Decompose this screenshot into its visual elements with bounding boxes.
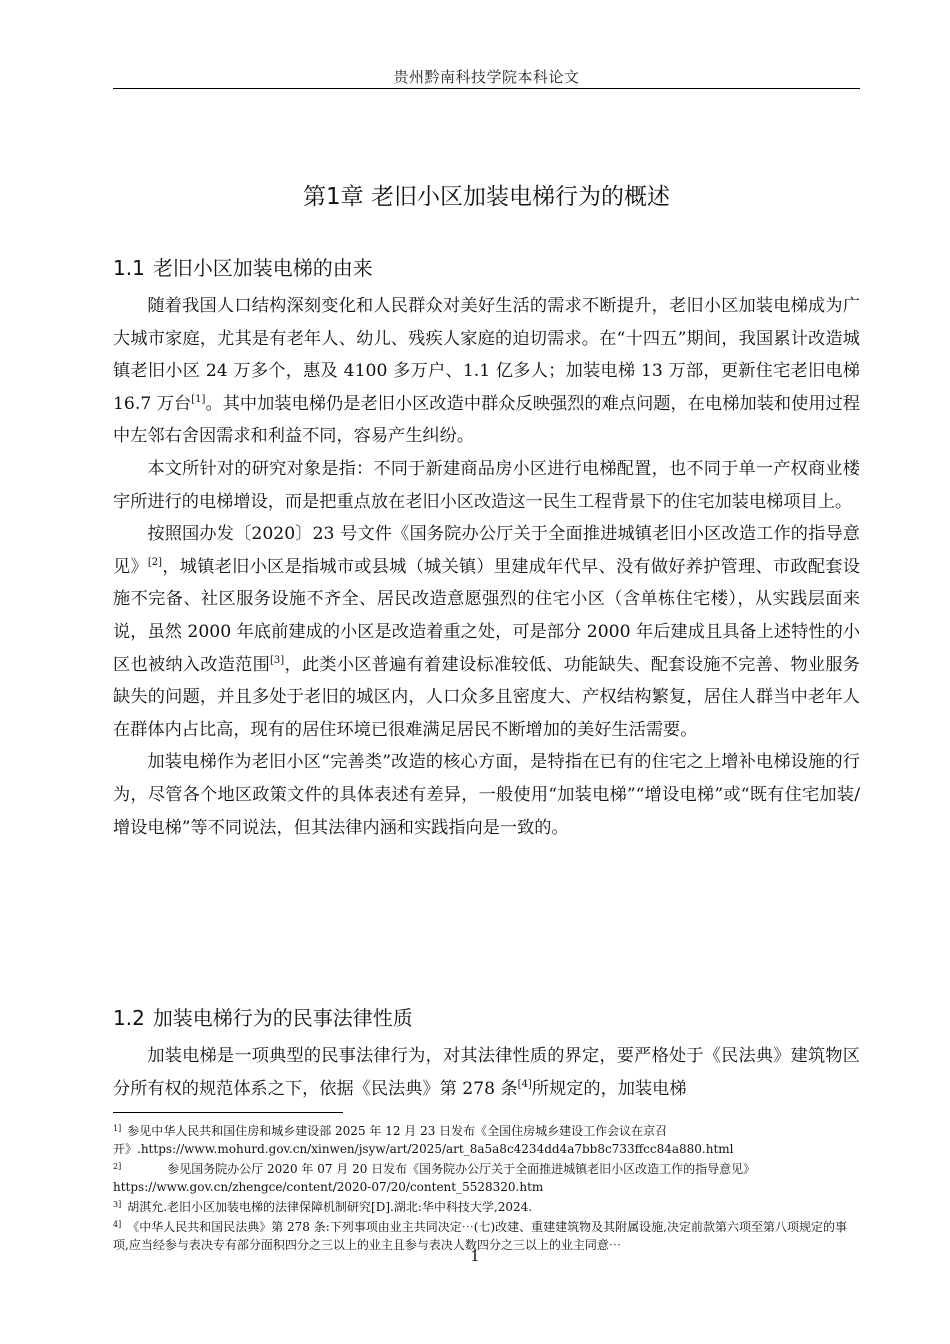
footnote-marker: 1]	[113, 1124, 122, 1133]
text-run: 。其中加装电梯仍是老旧小区改造中群众反映强烈的难点问题，在电梯加装和使用过程中左邻右舍因需求和利益不同，容易产生纠纷。	[113, 393, 860, 447]
section-title: 老旧小区加装电梯的由来	[152, 256, 373, 280]
footnotes	[113, 1120, 860, 1254]
text-run: 随着我国人口结构深刻变化和人民群众对美好生活的需求不断提升，老旧小区加装电梯成为广大城市家庭，尤其是有老年人、幼儿、残疾人家庭的迫切需求。在“十四五”期间，我国累计改造城镇老旧小区 24 万多个，惠及 4100 多万户、1.1 亿多人；加装电梯 13 万部，更新住宅老旧电梯 16.7 万台	[113, 296, 860, 414]
citation-ref[interactable]: [4]	[517, 1078, 532, 1090]
page-number: 1	[470, 1247, 480, 1265]
text-run: 加装电梯是一项典型的民事法律行为，对其法律性质的界定，要严格处于《民法典》建筑物区分所有权的规范体系之下，依据《民法典》第 278 条	[113, 1046, 860, 1099]
paragraph	[113, 518, 860, 746]
section-title: 加装电梯行为的民事法律性质	[152, 1006, 413, 1030]
footnote-text: 《中华人民共和国民法典》第 278 条:下列事项由业主共同决定⋯(七)改建、重建建筑物及其附属设施,决定前款第六项至第八项规定的事项,应当经参与表决专有部分面积四分之三以上的业主且参与表决人数四分之三以上的业主同意⋯	[113, 1220, 847, 1252]
paragraph	[113, 290, 860, 453]
section-heading-1-1	[113, 252, 373, 281]
text-run: 按照国办发〔2020〕23 号文件《国务院办公厅关于全面推进城镇老旧小区改造工作的指导意见》	[113, 524, 860, 577]
text-run: ，城镇老旧小区是指城市或县城（城关镇）里建成年代早、没有做好养护管理、市政配套设施不完备、社区服务设施不齐全、居民改造意愿强烈的住宅小区（含单栋住宅楼），从实践层面来说，虽然 2000 年底前建成的小区是改造着重之处，可是部分 2000 年后建成且具备上述特性的小区也被纳入改造范围	[113, 556, 860, 675]
text-run: 所规定的，加装电梯	[531, 1078, 687, 1099]
section-1-2-body	[113, 1040, 860, 1105]
footnote-marker: 4]	[113, 1220, 122, 1229]
footnote	[113, 1158, 860, 1196]
footnote-text: 参见国务院办公厅 2020 年 07 月 20 日发布《国务院办公厅关于全面推进城镇老旧小区改造工作的指导意见》https://www.gov.cn/zhengce/content/2020-07/20/content_5528320.htm	[113, 1162, 756, 1194]
footnote-text: 参见中华人民共和国住房和城乡建设部 2025 年 12 月 23 日发布《全国住房城乡建设工作会议在京召开》.https://www.mohurd.gov.cn/xinwen/jsyw/art/2025/art_8a5a8c4234dd4a7bb8c733ffcc84a880.html	[113, 1124, 734, 1156]
footnote	[113, 1196, 860, 1216]
paragraph	[113, 1040, 860, 1105]
page-header: 贵州黔南科技学院本科论文	[393, 68, 580, 86]
section-number: 1.2	[113, 1006, 145, 1030]
header-rule	[113, 88, 860, 89]
text-run: ，此类小区普遍有着建设标准较低、功能缺失、配套设施不完善、物业服务缺失的问题，并且多处于老旧的城区内，人口众多且密度大、产权结构繁复，居住人群当中老年人在群体内占比高，现有的居住环境已很难满足居民不断增加的美好生活需要。	[113, 654, 860, 740]
footnote-rule	[113, 1112, 343, 1113]
citation-ref[interactable]: [3]	[270, 654, 285, 666]
paragraph: 加装电梯作为老旧小区“完善类”改造的核心方面，是特指在已有的住宅之上增补电梯设施的行为，尽管各个地区政策文件的具体表述有差异，一般使用“加装电梯”“增设电梯”或“既有住宅加装/增设电梯”等不同说法，但其法律内涵和实践指向是一致的。	[113, 752, 860, 838]
section-1-1-body	[113, 290, 860, 844]
footnote-marker: 3]	[113, 1200, 122, 1209]
footnote	[113, 1120, 860, 1158]
footnote-marker: 2]	[113, 1162, 122, 1171]
section-heading-1-2	[113, 1002, 413, 1031]
section-number: 1.1	[113, 256, 145, 280]
footnote-text: 胡淇允.老旧小区加装电梯的法律保障机制研究[D].湖北:华中科技大学,2024.	[127, 1200, 533, 1214]
chapter-title: 第1章 老旧小区加装电梯行为的概述	[303, 184, 670, 210]
citation-ref[interactable]: [2]	[147, 556, 163, 568]
citation-ref[interactable]: [1]	[191, 393, 206, 405]
paragraph: 本文所针对的研究对象是指：不同于新建商品房小区进行电梯配置，也不同于单一产权商业楼宇所进行的电梯增设，而是把重点放在老旧小区改造这一民生工程背景下的住宅加装电梯项目上。	[113, 458, 860, 512]
